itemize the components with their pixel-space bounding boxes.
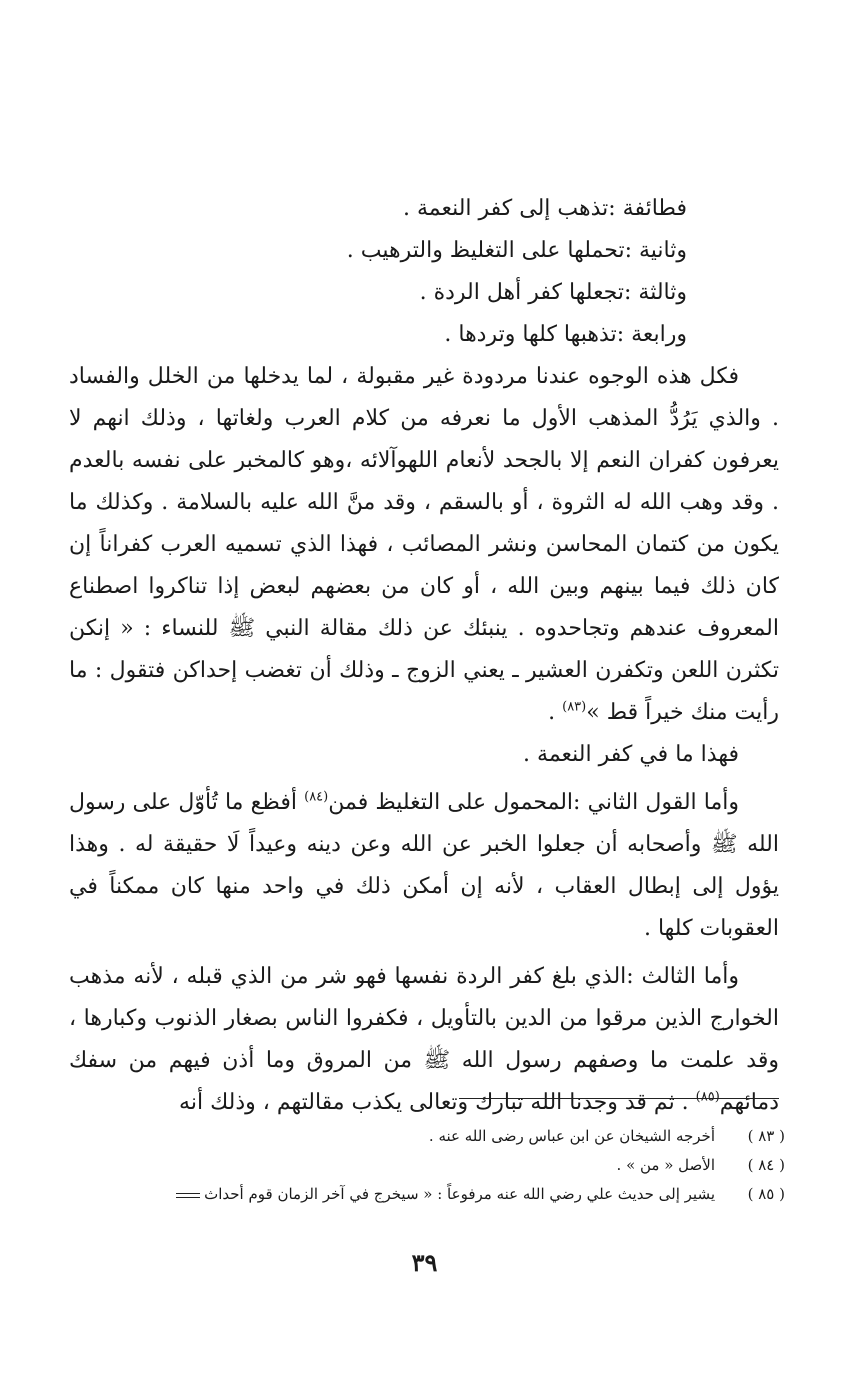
footnote-ref-85: (٨٥) [695, 1089, 720, 1105]
footnotes [67, 1122, 785, 1209]
paragraph-second-view [69, 782, 779, 950]
footnote-text-content: يشير إلى حديث علي رضي الله عنه مرفوعاً : « سيخرج في آخر الزمان قوم أحداث [204, 1185, 715, 1203]
footnote-ref-84: (٨٤) [304, 789, 329, 805]
list-item: وثانية :تحملها على التغليظ والترهيب . [346, 238, 687, 263]
footnote-number: ( ٨٤ ) [747, 1156, 785, 1174]
footnote-ref-83: (٨٣) [562, 699, 587, 715]
footnote-item [67, 1180, 785, 1209]
footnote-text: الأصل « من » . [616, 1156, 715, 1174]
paragraph-refutation-first [69, 356, 779, 734]
paragraph-text: . ثم قد وجدنا الله تبارك وتعالى يكذب مقالتهم ، وذلك أنه [179, 1090, 696, 1115]
list-item: وثالثة :تجعلها كفر أهل الردة . [419, 280, 687, 305]
paragraph-text: أفظع ما تُأوّل على رسول الله ﷺ وأصحابه أن جعلوا الخبر عن الله وعن دينه وعيداً لَا حقيقة له . وهذا يؤول إلى إبطال العقاب ، لأنه إن أمكن ذلك في واحد منها كان ممكناً في العقوبات كلها . [69, 790, 779, 941]
footnote-number: ( ٨٣ ) [747, 1127, 785, 1145]
paragraph-text: وأما الثالث :الذي بلغ كفر الردة نفسها فهو شر من الذي قبله ، لأنه مذهب الخوارج الذين مرقوا من الدين بالتأويل ، فكفروا الناس بصغار الذنوب وكبارها ، وقد علمت ما وصفهم رسول الله ﷺ من المروق وما أذن فيهم من سفك دمائهم [69, 964, 779, 1115]
footnote-item [67, 1151, 785, 1180]
main-text [69, 188, 779, 1124]
continuation-mark [176, 1193, 200, 1198]
paragraph-text-end: . [548, 700, 563, 725]
footnote-divider [459, 1098, 779, 1099]
paragraph-text: فكل هذه الوجوه عندنا مردودة غير مقبولة ، لما يدخلها من الخلل والفساد . والذي يَرُدُّ المذهب الأول ما نعرفه من كلام العرب ولغاتها ، وذلك انهم لا يعرفون كفران النعم إلا بالجحد لأنعام اللهوآلائه ،وهو كالمخبر على نفسه بالعدم . وقد وهب الله له الثروة ، أو بالسقم ، وقد منَّ الله عليه بالسلامة . وكذلك ما يكون من كتمان المحاسن ونشر المصائب ، فهذا الذي تسميه العرب كفراناً إن كان ذلك فيما بينهم وبين الله ، أو كان من بعضهم لبعض إذا تناكروا اصطناع المعروف عندهم وتجاحدوه . ينبئك عن ذلك مقالة النبي ﷺ للنساء : « إنكن تكثرن اللعن وتكفرن العشير ـ يعني الزوج ـ وذلك أن تغضب إحداكن فتقول : ما رأيت منك خيراً قط » [69, 364, 779, 725]
paragraph-text: وأما القول الثاني :المحمول على التغليظ فمن [328, 790, 739, 815]
paragraph-conclusion: فهذا ما في كفر النعمة . [523, 742, 739, 767]
footnote-text: أخرجه الشيخان عن ابن عباس رضى الله عنه . [428, 1127, 715, 1145]
list-item: فطائفة :تذهب إلى كفر النعمة . [402, 196, 687, 221]
footnote-text [67, 1180, 715, 1209]
footnote-item [67, 1122, 785, 1151]
footnote-number: ( ٨٥ ) [747, 1185, 785, 1203]
list-item: ورابعة :تذهبها كلها وتردها . [444, 322, 687, 347]
page-number: ٣٩ [411, 1248, 438, 1277]
